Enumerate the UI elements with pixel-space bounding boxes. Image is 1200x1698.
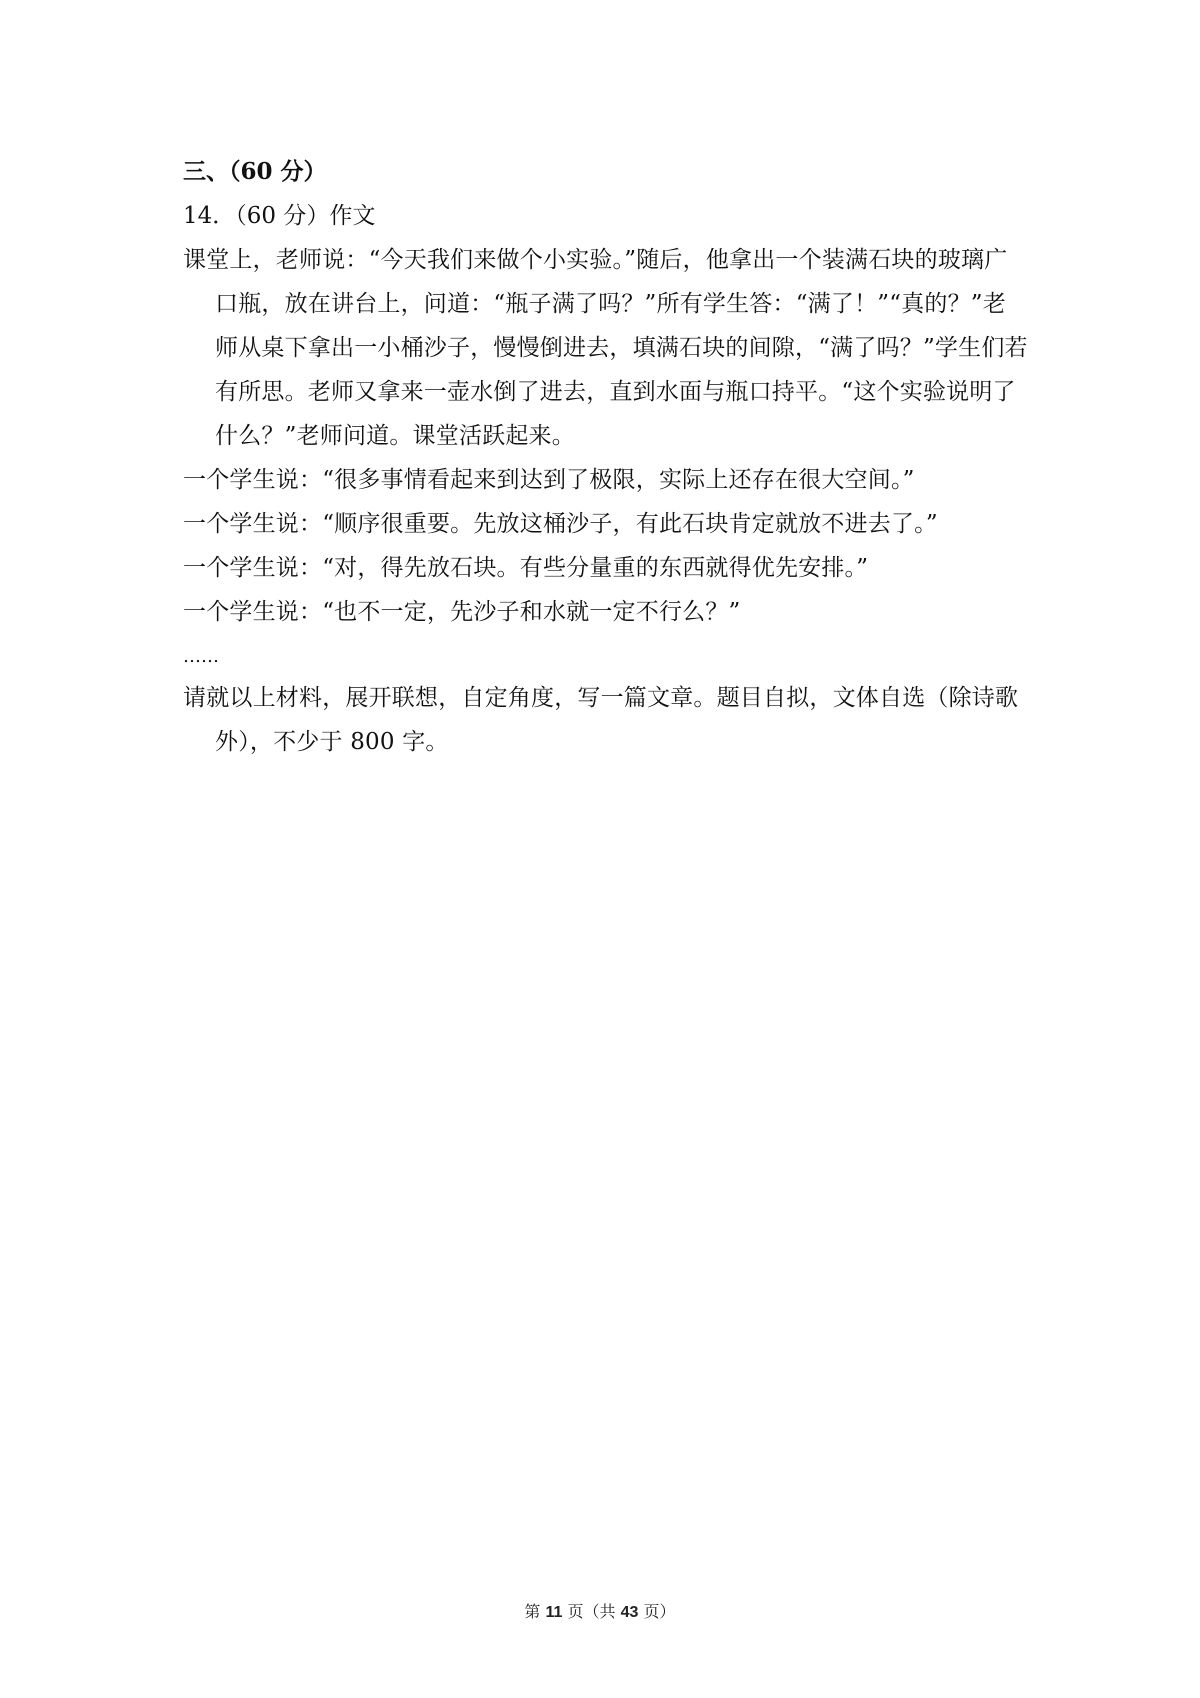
question-title: 14．（60 分）作文 xyxy=(183,203,376,229)
ellipsis: …… xyxy=(183,646,219,667)
material-paragraph-4: 一个学生说：“对，得先放石块。有些分量重的东西就得优先安排。” xyxy=(183,555,869,581)
material-paragraph-1: 课堂上，老师说：“今天我们来做个小实验。”随后，他拿出一个装满石块的玻璃广口瓶，放在讲台上，问道：“瓶子满了吗？”所有学生答：“满了！”“真的？”老师从桌下拿出一小桶沙子，慢慢倒进去，填满石块的间隙，“满了吗？”学生们若有所思。老师又拿来一壶水倒了进去，直到水面与瓶口持平。“这个实验说明了什么？”老师问道。课堂活跃起来。 xyxy=(183,247,1028,449)
document-content xyxy=(183,150,1028,764)
total-page-number: 43 xyxy=(620,1604,639,1621)
material-paragraph-2: 一个学生说：“很多事情看起来到达到了极限，实际上还存在很大空间。” xyxy=(183,467,915,493)
page-footer xyxy=(0,1599,1200,1622)
footer-middle: 页（共 xyxy=(567,1602,616,1621)
material-paragraph-5: 一个学生说：“也不一定，先沙子和水就一定不行么？” xyxy=(183,599,741,625)
section-heading: 三、（60 分） xyxy=(183,158,327,185)
current-page-number: 11 xyxy=(545,1604,563,1621)
writing-instruction: 请就以上材料，展开联想，自定角度，写一篇文章。题目自拟，文体自选（除诗歌外），不少于 800 字。 xyxy=(183,685,1019,755)
footer-suffix: 页） xyxy=(643,1602,676,1621)
footer-prefix: 第 xyxy=(524,1602,541,1621)
material-paragraph-3: 一个学生说：“顺序很重要。先放这桶沙子，有此石块肯定就放不进去了。” xyxy=(183,511,938,537)
